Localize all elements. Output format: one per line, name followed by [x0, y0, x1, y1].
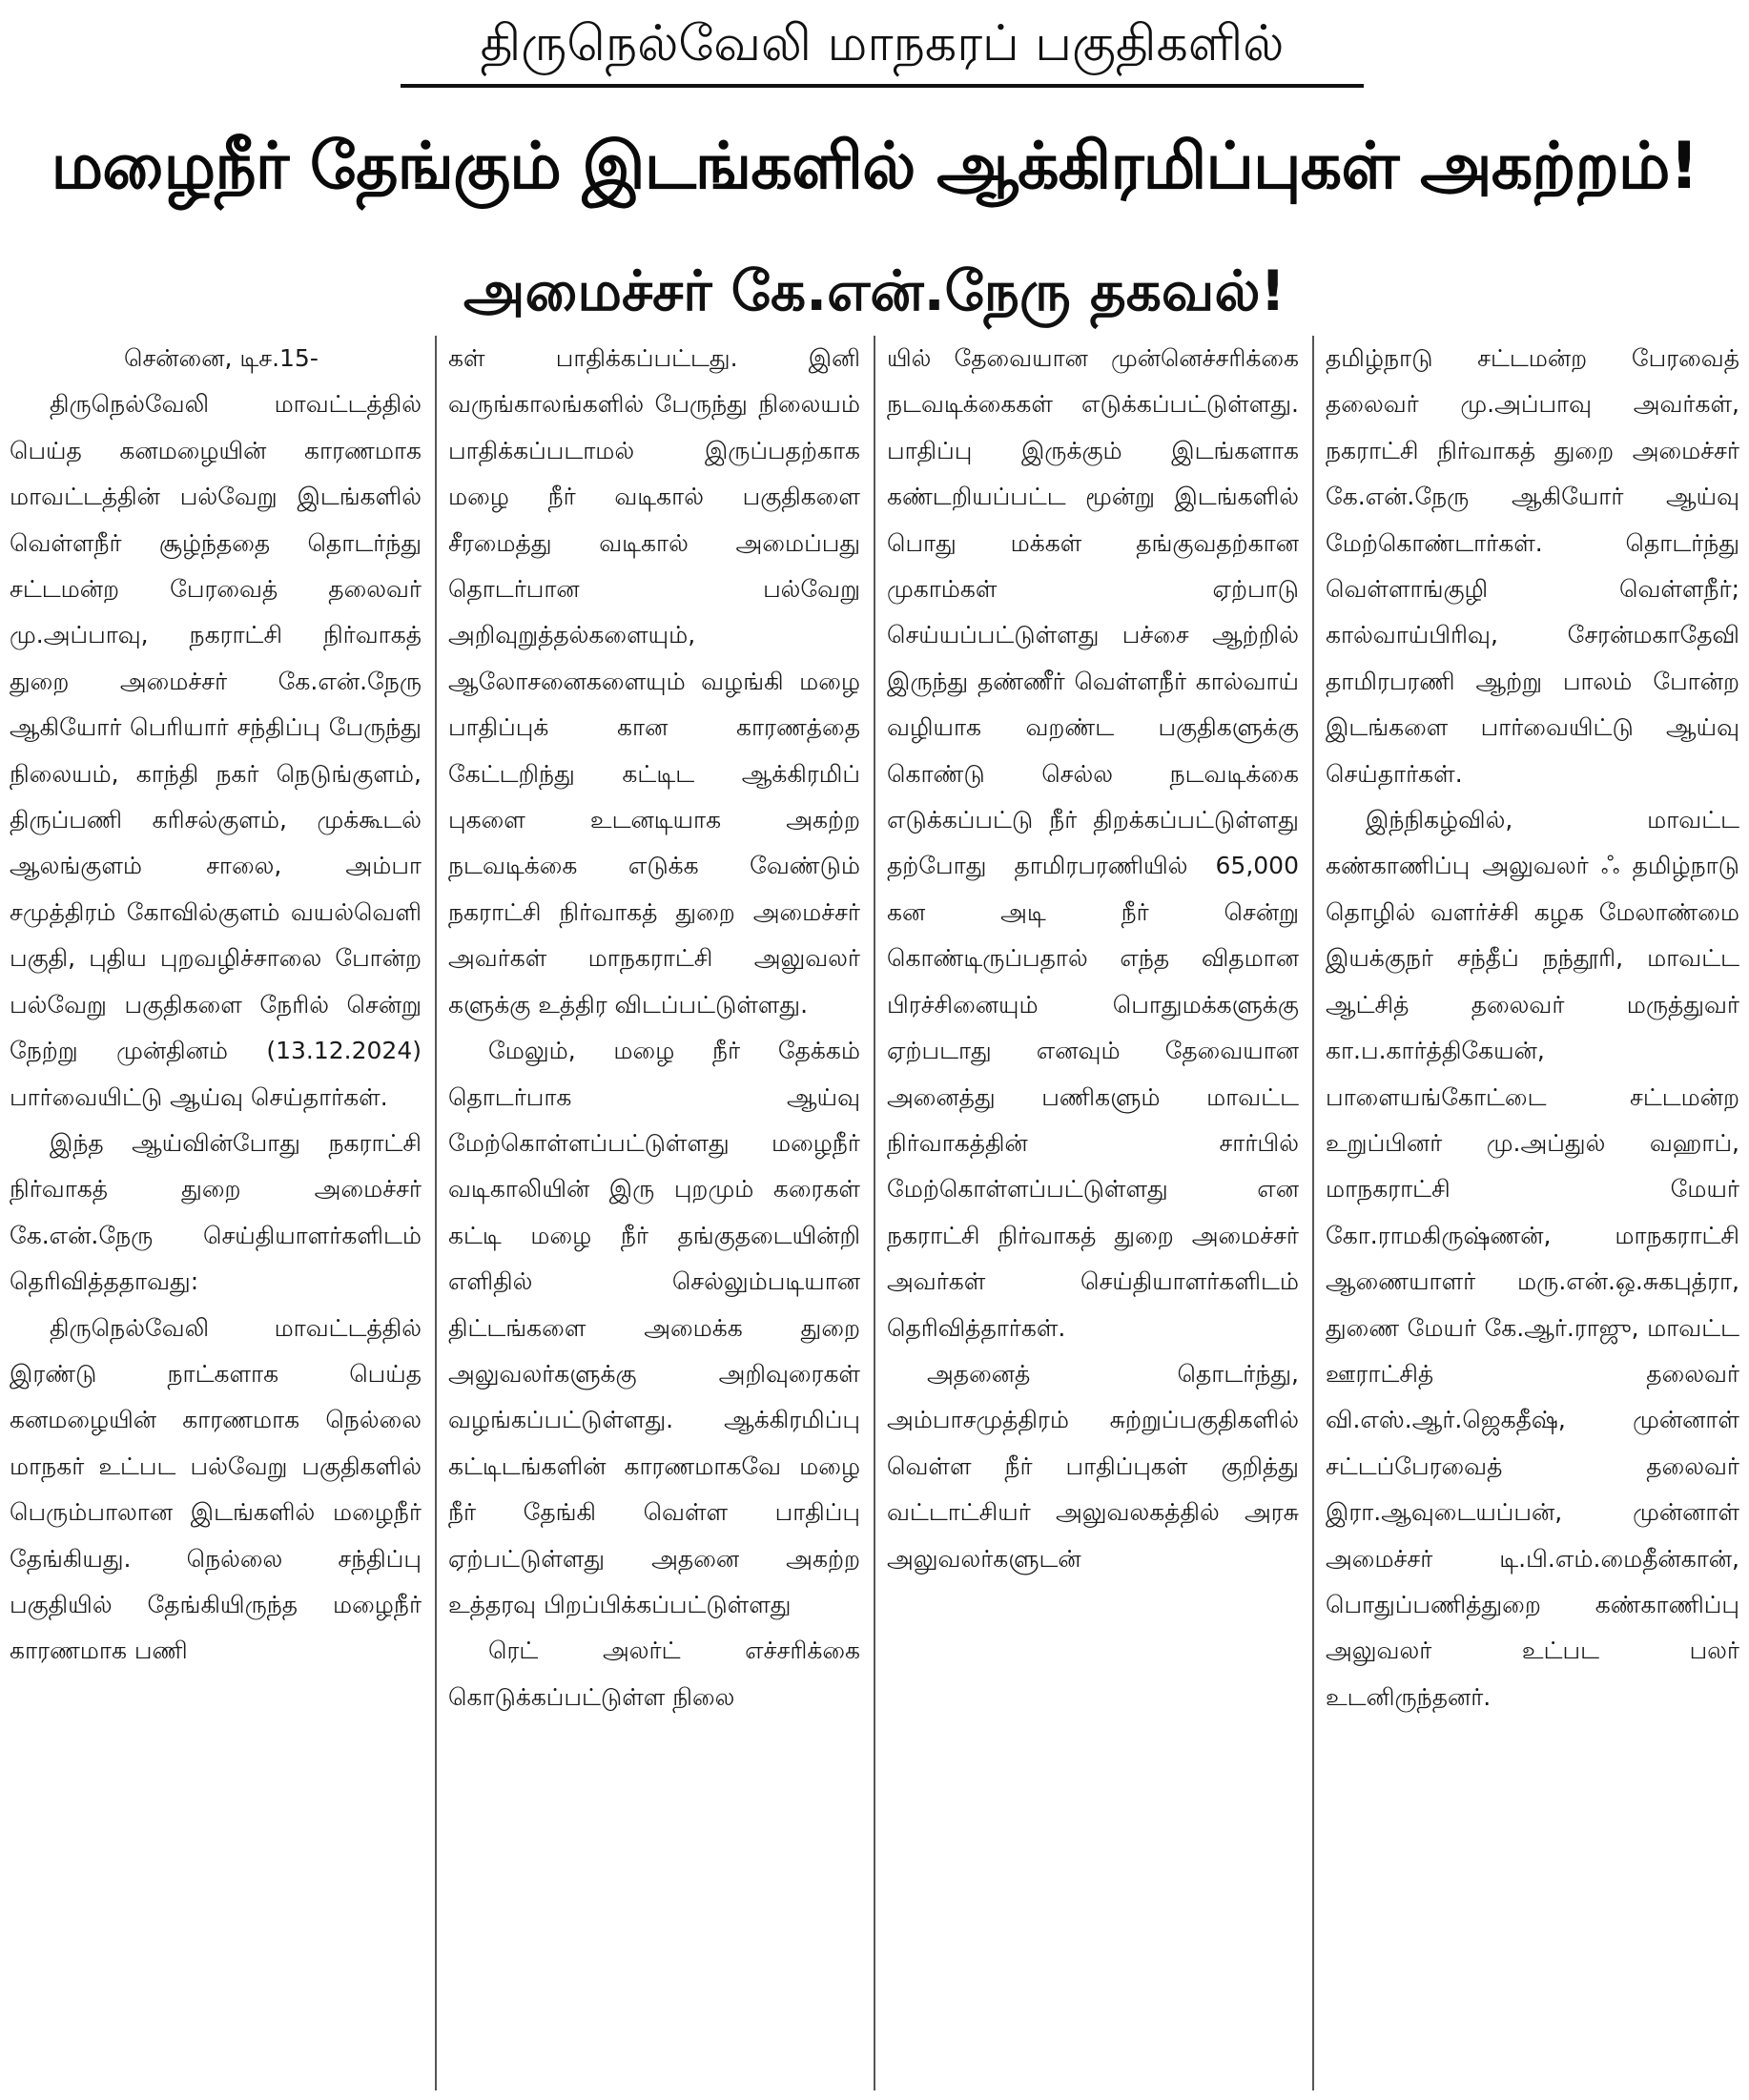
- paragraph: தமிழ்நாடு சட்டமன்ற பேரவைத் தலைவர் மு.அப்பாவு அவர்கள், நகராட்சி நிர்வாகத் துறை அமைச்சர் கே.என்.நேரு ஆகியோர் ஆய்வு மேற்கொண்டார்கள். தொடர்ந்து வெள்ளாங்குழி வெள்ளநீர்; கால்வாய்பிரிவு, சேரன்மகாதேவி தாமிரபரணி ஆற்று பாலம் போன்ற இடங்களை பார்வையிட்டு ஆய்வு செய்தார்கள்.: [1326, 344, 1739, 788]
- article-subhead: அமைச்சர் கே.என்.நேரு தகவல்!: [463, 258, 1286, 323]
- paragraph: திருநெல்வேலி மாவட்டத்தில் பெய்த கனமழையின் காரணமாக மாவட்டத்தின் பல்வேறு இடங்களில் வெள்ளநீர் சூழ்ந்ததை தொடர்ந்து சட்டமன்ற பேரவைத் தலைவர் மு.அப்பாவு, நகராட்சி நிர்வாகத் துறை அமைச்சர் கே.என்.நேரு ஆகியோர் பெரியார் சந்திப்பு பேருந்து நிலையம், காந்தி நகர் நெடுங்குளம், திருப்பணி கரிசல்குளம், முக்கூடல் ஆலங்குளம் சாலை, அம்பா சமுத்திரம் கோவில்குளம் வயல்வெளி பகுதி, புதிய புறவழிச்சாலை போன்ற பல்வேறு பகுதிகளை நேரில் சென்று நேற்று முன்தினம் (13.12.2024) பார்வையிட்டு ஆய்வு செய்தார்கள்.: [10, 390, 422, 1111]
- paragraph: யில் தேவையான முன்னெச்சரிக்கை நடவடிக்கைகள் எடுக்கப்பட்டுள்ளது. பாதிப்பு இருக்கும் இடங்களாக கண்டறியப்பட்ட மூன்று இடங்களில் பொது மக்கள் தங்குவதற்கான முகாம்கள் ஏற்பாடு செய்யப்பட்டுள்ளது பச்சை ஆற்றில் இருந்து தண்ணீர் வெள்ளநீர் கால்வாய் வழியாக வறண்ட பகுதிகளுக்கு கொண்டு செல்ல நடவடிக்கை எடுக்கப்பட்டு நீர் திறக்கப்பட்டுள்ளது தற்போது தாமிரபரணியில் 65,000 கன அடி நீர் சென்று கொண்டிருப்பதால் எந்த விதமான பிரச்சினையும் பொதுமக்களுக்கு ஏற்படாது எனவும் தேவையான அனைத்து பணிகளும் மாவட்ட நிர்வாகத்தின் சார்பில் மேற்கொள்ளப்பட்டுள்ளது என நகராட்சி நிர்வாகத் துறை அமைச்சர் அவர்கள் செய்தியாளர்களிடம் தெரிவித்தார்கள்.: [887, 344, 1299, 1342]
- kicker-underline: [401, 84, 1364, 88]
- dateline: சென்னை, டிச.15-: [124, 344, 319, 372]
- column-1: [10, 336, 422, 2090]
- column-divider: [435, 336, 437, 2090]
- paragraph: ரெட் அலர்ட் எச்சரிக்கை கொடுக்கப்பட்டுள்ள நிலை: [448, 1637, 860, 1711]
- column-divider: [1312, 336, 1314, 2090]
- article-headline: மழைநீர் தேங்கும் இடங்களில் ஆக்கிரமிப்புகள் அகற்றம்!: [51, 129, 1698, 204]
- article-body: [10, 336, 1739, 2090]
- column-3: [887, 336, 1299, 2090]
- paragraph: திருநெல்வேலி மாவட்டத்தில் இரண்டு நாட்களாக பெய்த கனமழையின் காரணமாக நெல்லை மாநகர் உட்பட பல்வேறு பகுதிகளில் பெரும்பாலான இடங்களில் மழைநீர் தேங்கியது. நெல்லை சந்திப்பு பகுதியில் தேங்கியிருந்த மழைநீர் காரணமாக பணி: [10, 1313, 422, 1665]
- column-divider: [874, 336, 875, 2090]
- column-2: [448, 336, 860, 2090]
- paragraph: இந்நிகழ்வில், மாவட்ட கண்காணிப்பு அலுவலர் ஃ தமிழ்நாடு தொழில் வளர்ச்சி கழக மேலாண்மை இயக்குநர் சந்தீப் நந்தூரி, மாவட்ட ஆட்சித் தலைவர் மருத்துவர் கா.ப.கார்த்திகேயன், பாளையங்கோட்டை சட்டமன்ற உறுப்பினர் மு.அப்துல் வஹாப், மாநகராட்சி மேயர் கோ.ராமகிருஷ்ணன், மாநகராட்சி ஆணையாளர் மரு.என்.ஒ.சுகபுத்ரா, துணை மேயர் கே.ஆர்.ராஜு, மாவட்ட ஊராட்சித் தலைவர் வி.எஸ்.ஆர்.ஜெகதீஷ், முன்னாள் சட்டப்பேரவைத் தலைவர் இரா.ஆவுடையப்பன், முன்னாள் அமைச்சர் டி.பி.எம்.மைதீன்கான், பொதுப்பணித்துறை கண்காணிப்பு அலுவலர் உட்பட பலர் உடனிருந்தனர்.: [1326, 806, 1739, 1711]
- paragraph: மேலும், மழை நீர் தேக்கம் தொடர்பாக ஆய்வு மேற்கொள்ளப்பட்டுள்ளது மழைநீர் வடிகாலியின் இரு புறமும் கரைகள் கட்டி மழை நீர் தங்குதடையின்றி எளிதில் செல்லும்படியான திட்டங்களை அமைக்க துறை அலுவலர்களுக்கு அறிவுரைகள் வழங்கப்பட்டுள்ளது. ஆக்கிரமிப்பு கட்டிடங்களின் காரணமாகவே மழை நீர் தேங்கி வெள்ள பாதிப்பு ஏற்பட்டுள்ளது அதனை அகற்ற உத்தரவு பிறப்பிக்கப்பட்டுள்ளது: [448, 1037, 860, 1618]
- paragraph: இந்த ஆய்வின்போது நகராட்சி நிர்வாகத் துறை அமைச்சர் கே.என்.நேரு செய்தியாளர்களிடம் தெரிவித்ததாவது:: [10, 1128, 422, 1296]
- column-4: [1326, 336, 1739, 2090]
- paragraph: அதனைத் தொடர்ந்து, அம்பாசமுத்திரம் சுற்றுப்பகுதிகளில் வெள்ள நீர் பாதிப்புகள் குறித்து வட்டாட்சியர் அலுவலகத்தில் அரசு அலுவலர்களுடன்: [887, 1359, 1299, 1573]
- paragraph: கள் பாதிக்கப்பட்டது. இனி வருங்காலங்களில் பேருந்து நிலையம் பாதிக்கப்படாமல் இருப்பதற்காக மழை நீர் வடிகால் பகுதிகளை சீரமைத்து வடிகால் அமைப்பது தொடர்பான பல்வேறு அறிவுறுத்தல்களையும், ஆலோசனைகளையும் வழங்கி மழை பாதிப்புக் கான காரணத்தை கேட்டறிந்து கட்டிட ஆக்கிரமிப் புகளை உடனடியாக அகற்ற நடவடிக்கை எடுக்க வேண்டும் நகராட்சி நிர்வாகத் துறை அமைச்சர் அவர்கள் மாநகராட்சி அலுவலர் களுக்கு உத்திர விடப்பட்டுள்ளது.: [448, 344, 860, 1019]
- article-kicker: திருநெல்வேலி மாநகரப் பகுதிகளில்: [480, 15, 1285, 72]
